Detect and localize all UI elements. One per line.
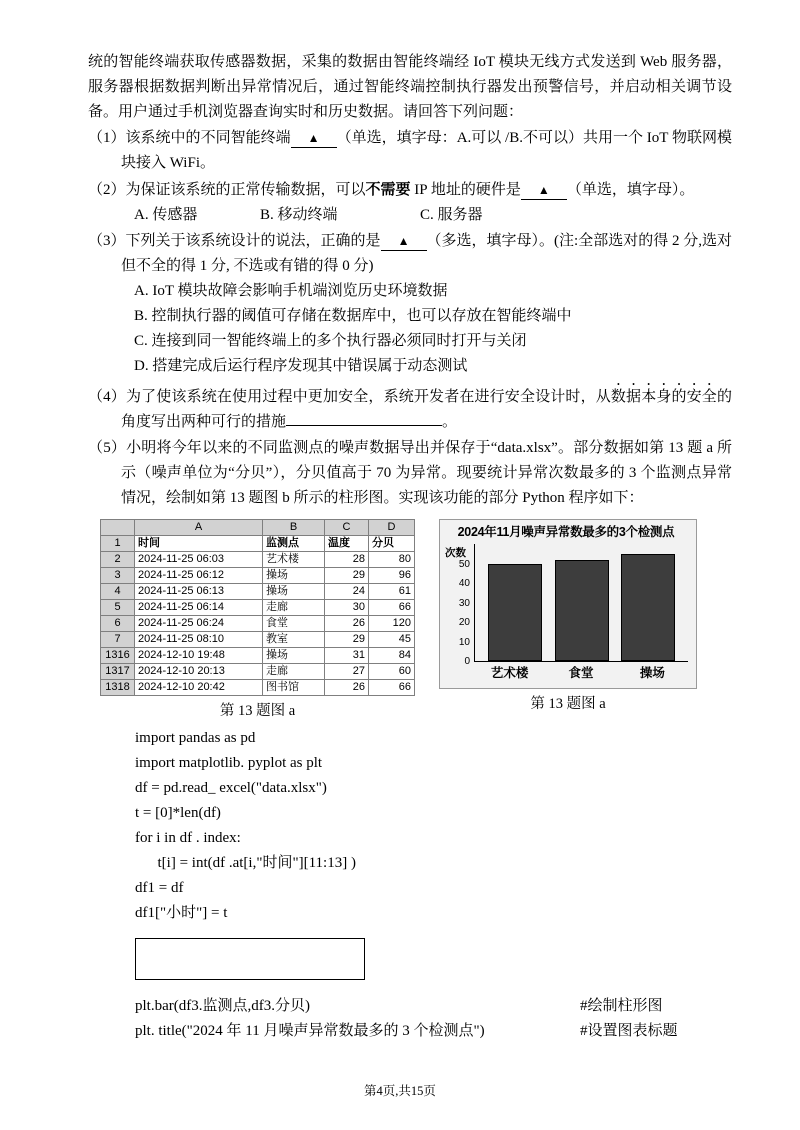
question-1-text: 该系统中的不同智能终端 — [125, 130, 291, 146]
answer-blank-3: ▲ — [381, 232, 427, 251]
option-c: C. 连接到同一智能终端上的多个执行器必须同时打开与关闭 — [134, 333, 527, 349]
chart-plot — [474, 544, 688, 662]
code-line: t = [0]*len(df) — [135, 805, 221, 821]
data-cell: 操场 — [263, 584, 325, 600]
data-cell: 24 — [325, 584, 369, 600]
data-cell: 45 — [369, 632, 415, 648]
header-cell: 时间 — [135, 536, 263, 552]
y-tick-50: 50 — [458, 558, 470, 570]
header-cell: 分贝 — [369, 536, 415, 552]
figure-a-caption: 第 13 题图 a — [219, 703, 296, 719]
spreadsheet-table — [100, 519, 415, 696]
data-cell: 84 — [369, 648, 415, 664]
chart-y-axis — [444, 544, 474, 667]
question-5-number: （5） — [88, 440, 127, 456]
row-number: 7 — [101, 632, 135, 648]
empty-code-box — [135, 938, 365, 980]
data-cell: 2024-12-10 20:42 — [135, 680, 263, 696]
question-5-text: 小明将今年以来的不同监测点的噪声数据导出并保存于“data.xlsx”。部分数据如第 13 题 a 所示（噪声单位为“分贝”），分贝值高于 70 为异常。现要统计异常次数最多的 3 个监测点异常情况，绘制如第 13 题图 b 所示的柱形图。实现该功能的部分 Python 程序如下： — [121, 440, 732, 506]
row-number: 1318 — [101, 680, 135, 696]
answer-line-4 — [286, 412, 442, 426]
question-2-options — [88, 203, 732, 228]
row-number: 1316 — [101, 648, 135, 664]
data-cell: 2024-12-10 19:48 — [135, 648, 263, 664]
bar-操场 — [621, 554, 675, 661]
column-letter-A: A — [135, 520, 263, 536]
question-4-text-mid: 的角度写出两种可行的措施 — [121, 389, 732, 430]
row-number: 2 — [101, 552, 135, 568]
row-number: 4 — [101, 584, 135, 600]
code-comment: #绘制柱形图 — [580, 998, 663, 1014]
row-number: 6 — [101, 616, 135, 632]
data-cell: 操场 — [263, 568, 325, 584]
code-final-line-2 — [88, 1019, 732, 1044]
column-letter-C: C — [325, 520, 369, 536]
chart-y-axis-label: 次数 — [445, 547, 466, 559]
question-4-emphasis: 数据本身的安全 — [610, 389, 717, 405]
question-5 — [88, 436, 732, 511]
intro-paragraph: 统的智能终端获取传感器数据，采集的数据由智能终端经 IoT 模块无线方式发送到 Web 服务器，服务器根据数据判断出异常情况后，通过智能终端控制执行器发出预警信号，并启动相关调节设备。用户通过手机浏览器查询实时和历史数据。请回答下列问题： — [88, 54, 732, 120]
chart-title: 2024年11月噪声异常数最多的3个检测点 — [457, 525, 675, 539]
question-4-text-post: 。 — [442, 414, 458, 430]
data-cell: 走廊 — [263, 600, 325, 616]
data-cell: 96 — [369, 568, 415, 584]
row-number: 1317 — [101, 664, 135, 680]
option-b: B. 移动终端 — [260, 207, 338, 223]
answer-blank-1: ▲ — [291, 129, 337, 148]
question-4-number: （4） — [88, 389, 126, 405]
row-number: 1 — [101, 536, 135, 552]
question-1-text-post: （单选，填字母：A.可以 /B.不可以）共用一个 IoT 物联网模块接入 WiFi。 — [121, 130, 732, 171]
y-tick-20: 20 — [458, 617, 470, 628]
y-tick-0: 0 — [464, 656, 470, 667]
code-line: import matplotlib. pyplot as plt — [135, 755, 323, 771]
question-4-text: 为了使该系统在使用过程中更加安全，系统开发者在进行安全设计时，从 — [125, 389, 611, 405]
code-line: plt.bar(df3.监测点,df3.分贝) — [135, 998, 310, 1014]
question-3-text-post: （多选，填字母）。(注:全部选对的得 2 分,选对但不全的得 1 分, 不选或有错的得 0 分) — [121, 233, 732, 274]
column-letter-B: B — [263, 520, 325, 536]
option-a: A. IoT 模块故障会影响手机端浏览历史环境数据 — [134, 283, 448, 299]
data-cell: 28 — [325, 552, 369, 568]
row-number: 3 — [101, 568, 135, 584]
code-line: df1["小时"] = t — [135, 905, 228, 921]
code-line: df = pd.read_ excel("data.xlsx") — [135, 780, 327, 796]
corner-cell — [101, 520, 135, 536]
data-cell: 教室 — [263, 632, 325, 648]
question-2-text-post: （单选，填字母）。 — [566, 182, 695, 198]
data-cell: 61 — [369, 584, 415, 600]
data-cell: 26 — [325, 680, 369, 696]
data-cell: 30 — [325, 600, 369, 616]
data-cell: 走廊 — [263, 664, 325, 680]
data-cell: 31 — [325, 648, 369, 664]
option-a: A. 传感器 — [134, 207, 198, 223]
y-tick-30: 30 — [458, 597, 470, 609]
x-label-操场: 操场 — [639, 665, 665, 680]
question-2-number: （2） — [88, 182, 126, 198]
question-3-text: 下列关于该系统设计的说法，正确的是 — [125, 233, 381, 249]
code-comment: #设置图表标题 — [580, 1023, 678, 1039]
question-4 — [88, 380, 732, 435]
figure-a — [100, 519, 415, 722]
column-letter-D: D — [369, 520, 415, 536]
code-final-line-1 — [88, 994, 732, 1019]
data-cell: 120 — [369, 616, 415, 632]
bar-艺术楼 — [488, 564, 542, 662]
question-1 — [88, 126, 732, 176]
chart-x-labels — [444, 662, 688, 684]
data-cell: 60 — [369, 664, 415, 680]
data-cell: 26 — [325, 616, 369, 632]
data-cell: 2024-11-25 06:13 — [135, 584, 263, 600]
python-code-block — [135, 726, 732, 926]
data-cell: 2024-11-25 06:12 — [135, 568, 263, 584]
y-tick-10: 10 — [458, 636, 470, 648]
data-cell: 29 — [325, 568, 369, 584]
question-2 — [88, 177, 732, 228]
data-cell: 2024-12-10 20:13 — [135, 664, 263, 680]
code-line: import pandas as pd — [135, 730, 256, 746]
answer-blank-2: ▲ — [521, 181, 567, 200]
data-cell: 艺术楼 — [263, 552, 325, 568]
code-line: for i in df . index: — [135, 830, 241, 846]
question-2-emphasis: 不需要 — [365, 181, 411, 198]
data-cell: 2024-11-25 06:24 — [135, 616, 263, 632]
code-line: df1 = df — [135, 880, 184, 896]
y-tick-40: 40 — [458, 578, 470, 589]
figure-b-caption: 第 13 题图 a — [530, 696, 606, 712]
code-line: t[i] = int(df .at[i,"时间"][11:13] ) — [135, 855, 356, 871]
data-cell: 66 — [369, 680, 415, 696]
data-cell: 食堂 — [263, 616, 325, 632]
option-c: C. 服务器 — [420, 207, 483, 223]
bar-chart-figure — [439, 519, 697, 689]
figure-b — [439, 519, 697, 715]
data-cell: 80 — [369, 552, 415, 568]
bar-食堂 — [555, 560, 609, 661]
page-footer: 第4页,共15页 — [364, 1084, 436, 1098]
data-cell: 27 — [325, 664, 369, 680]
question-3-number: （3） — [88, 233, 126, 249]
question-1-number: （1） — [88, 130, 126, 146]
data-cell: 图书馆 — [263, 680, 325, 696]
data-cell: 2024-11-25 06:03 — [135, 552, 263, 568]
data-cell: 66 — [369, 600, 415, 616]
option-d: D. 搭建完成后运行程序发现其中错误属于动态测试 — [134, 358, 468, 374]
x-label-艺术楼: 艺术楼 — [490, 665, 529, 680]
chart-body — [444, 544, 688, 667]
figures-row — [100, 519, 732, 722]
row-number: 5 — [101, 600, 135, 616]
data-cell: 2024-11-25 06:14 — [135, 600, 263, 616]
question-3 — [88, 229, 732, 379]
question-3-stem — [88, 229, 732, 279]
x-label-食堂: 食堂 — [568, 665, 594, 680]
data-cell: 29 — [325, 632, 369, 648]
code-line: plt. title("2024 年 11 月噪声异常数最多的 3 个检测点") — [135, 1023, 485, 1039]
option-b: B. 控制执行器的阈值可存储在数据库中，也可以存放在智能终端中 — [134, 308, 572, 324]
header-cell: 温度 — [325, 536, 369, 552]
question-2-stem — [88, 177, 732, 203]
data-cell: 2024-11-25 08:10 — [135, 632, 263, 648]
question-2-text-mid: IP 地址的硬件是 — [410, 182, 521, 198]
data-cell: 操场 — [263, 648, 325, 664]
question-2-text: 为保证该系统的正常传输数据，可以 — [125, 182, 366, 198]
header-cell: 监测点 — [263, 536, 325, 552]
